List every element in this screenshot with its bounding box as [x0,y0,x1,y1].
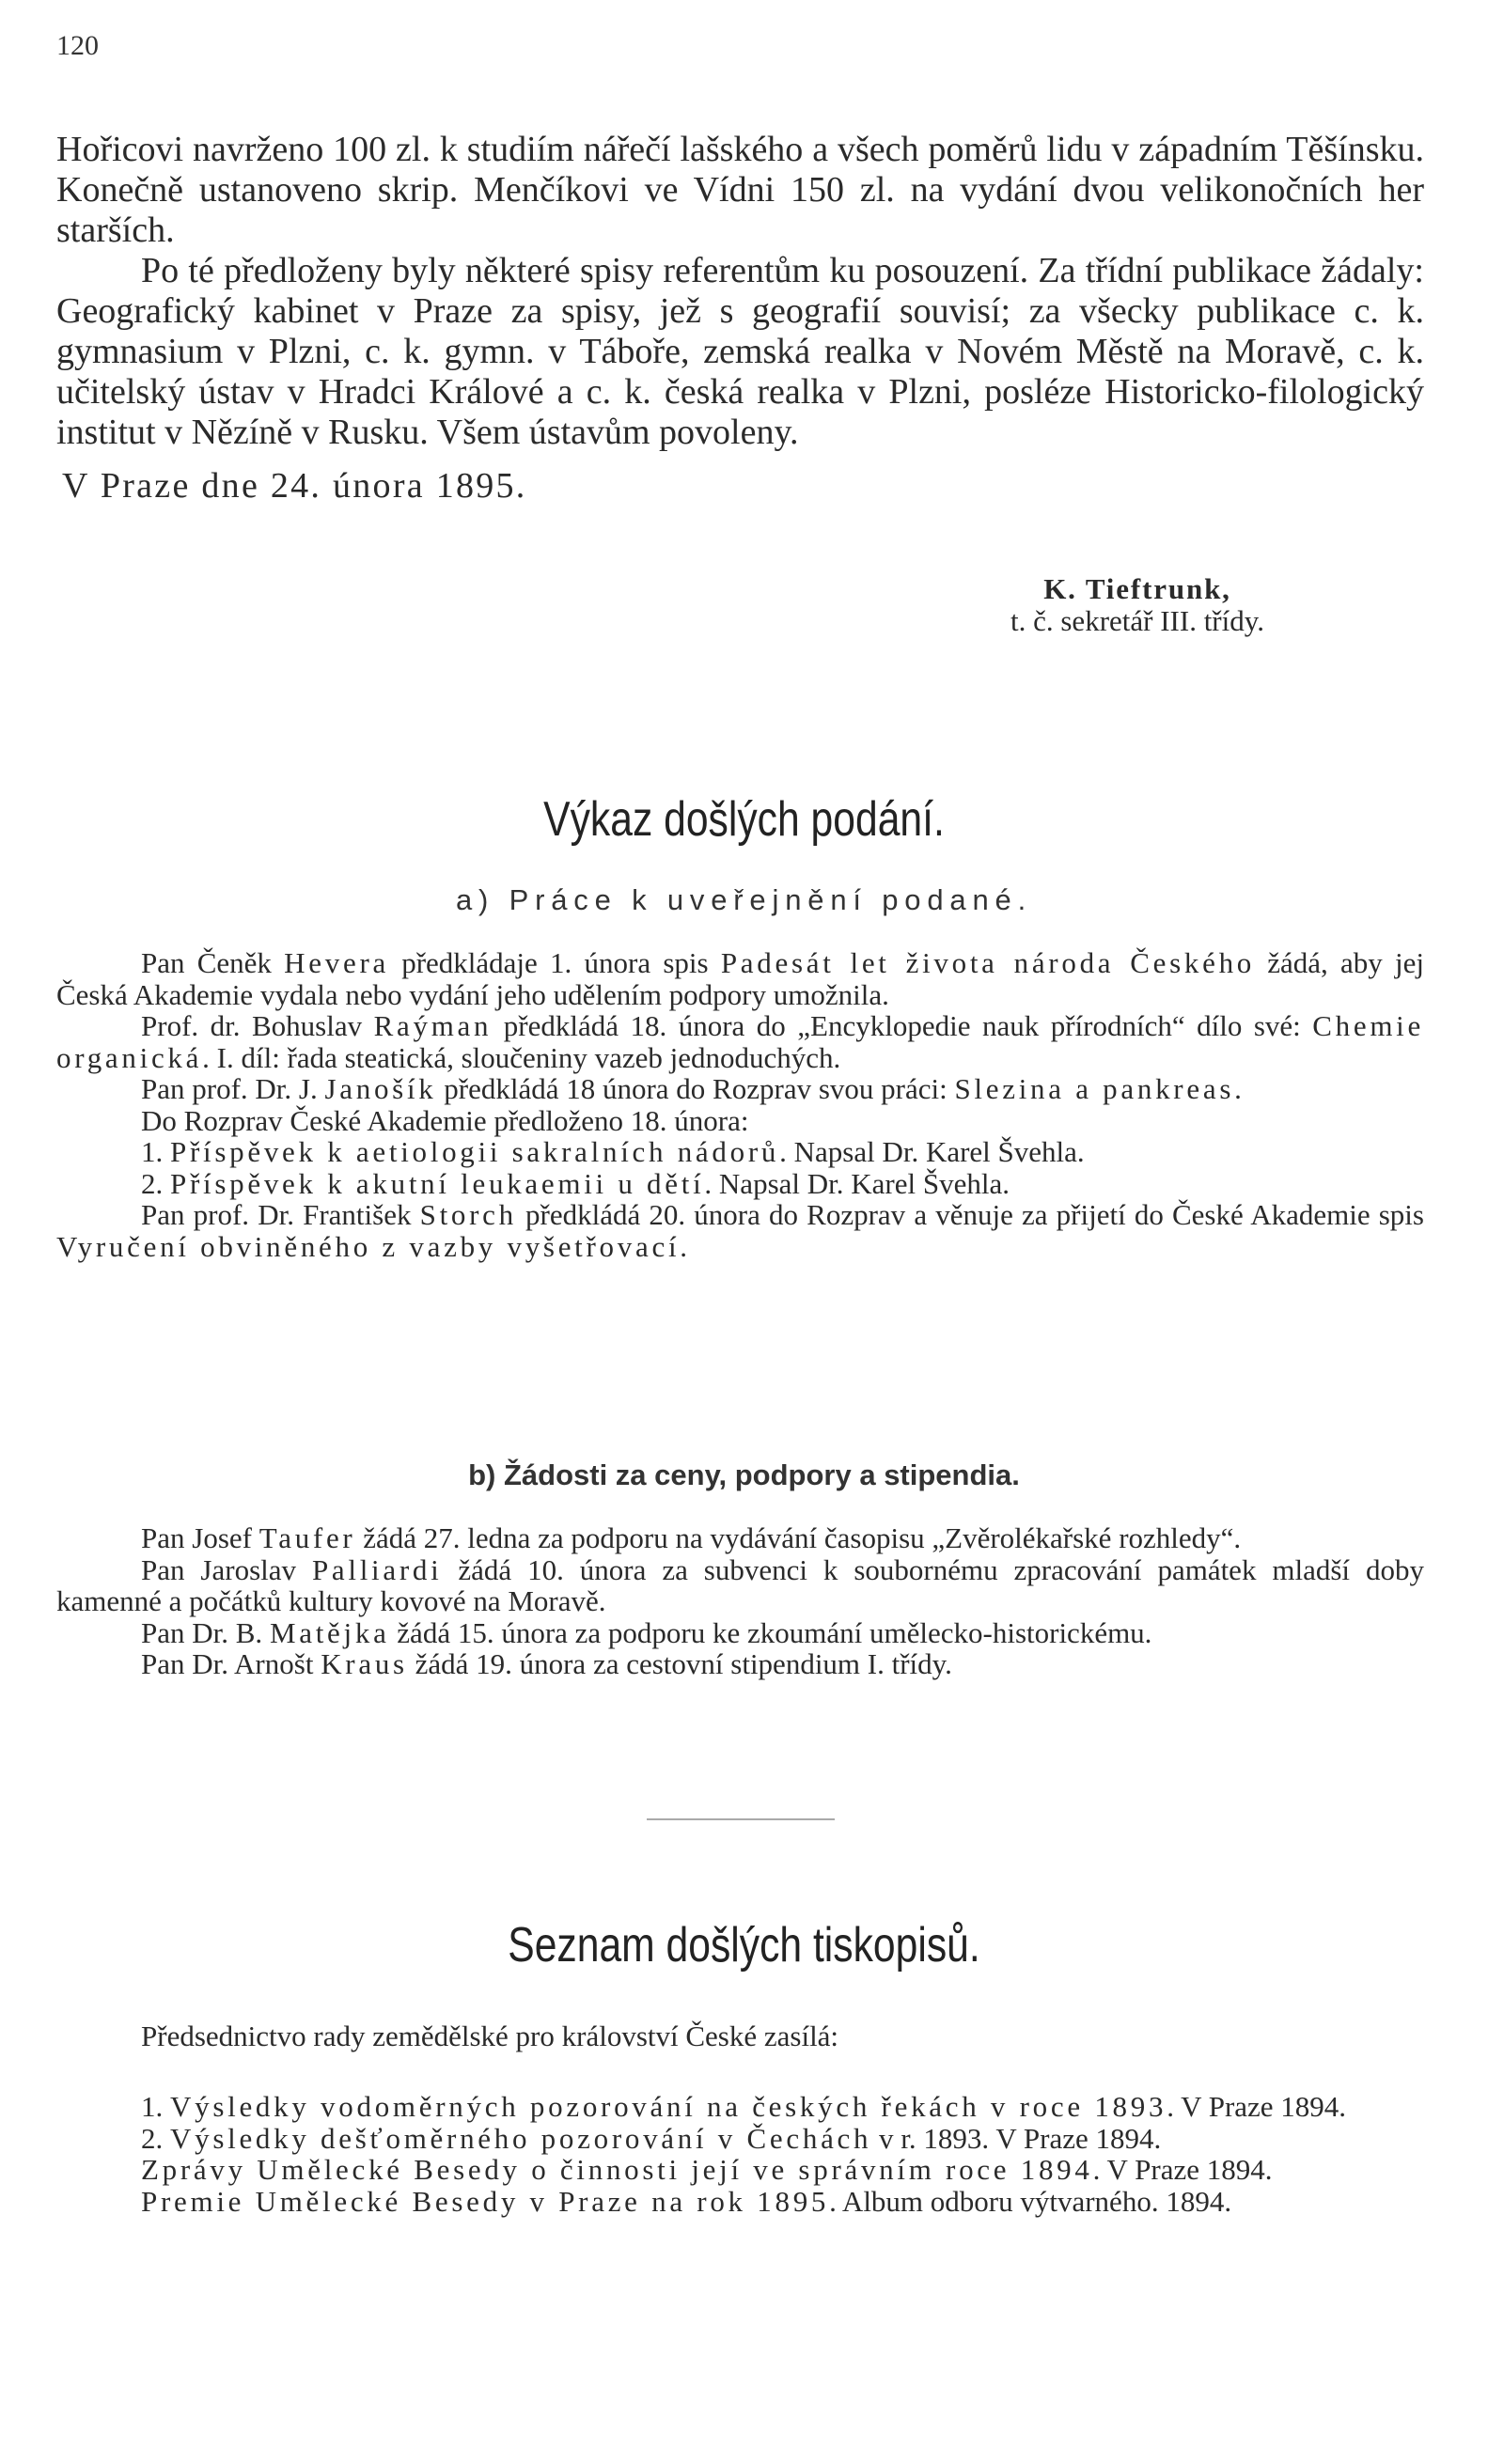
request-matejka: Pan Dr. B. Matějka žádá 15. února za podporu ke zkoumání umělecko-historickému. [141,1615,1152,1649]
author-name: Janošík [324,1072,437,1105]
intro-paragraph-2: Po té předloženy byly některé spisy referentům ku posouzení. Za třídní publikace žádaly: Geografický kabinet v Praze za spisy, jež s geografií souvisí; za všecky publikace c. k. gymnasium v Plzni, c. k. gymn. v Táboře, zemská realka v Novém Městě na Moravě, c. k. učitelský ústav v Hradci Králové a c. k. česká realka v Plzni, posléze Historicko-filologický institut v Nězíně v Rusku. Všem ústavům povoleny. [56,251,1424,452]
author-name: Palliardi [311,1552,443,1586]
requests-block [56,1522,1424,1680]
author-name: Raýman [373,1009,493,1042]
signature-role: t. č. sekretář III. třídy. [1010,604,1264,637]
section-title-vykaz: Výkaz došlých podání. [543,792,945,847]
intro-paragraph-1: Hořicovi navrženo 100 zl. k studiím nářečí lašského a všech poměrů lidu v západním Těšínsku. Konečně ustanoveno skrip. Menčíkovi ve Vídni 150 zl. na vydání dvou velikonočních her starších. [56,130,1424,250]
work-title: Příspěvek k akutní leukaemii u dětí [170,1166,705,1200]
work-title: Vyručení obviněného z vazby vyšetřovací [56,1229,681,1263]
signature-name: K. Tieftrunk, [1043,572,1231,605]
rozpravy-item-1: 1. Příspěvek k aetiologii sakralních nádorů. Napsal Dr. Karel Švehla. [141,1135,1085,1168]
entry-hevera: Pan Čeněk Hevera předkládaje 1. února spis Padesát let života národa Českého žádá, aby jej Česká Akademie vydala nebo vydání jeho udělením podpory umožnila. [56,946,1424,1011]
tiskopis-item-2: 2. Výsledky dešťoměrného pozorování v Čechách v r. 1893. V Praze 1894. [141,2121,1162,2155]
subsection-b-heading: b) Žádosti za ceny, podpory a stipendia. [468,1458,1020,1491]
tiskopis-zpravy: Zprávy Umělecké Besedy o činnosti její ve správním roce 1894. V Praze 1894. [141,2153,1273,2186]
author-name: Hevera [284,946,389,979]
tiskopisy-list [56,2091,1424,2217]
section2-intro: Předsednictvo rady zemědělské pro království České zasílá: [141,2020,839,2052]
section-divider [647,1818,835,1820]
subsection-a-heading: a) Práce k uveřejnění podané. [455,883,1033,916]
author-name: Matějka [269,1615,390,1649]
work-title: Příspěvek k aetiologii sakralních nádorů [170,1135,780,1168]
tiskopis-premie: Premie Umělecké Besedy v Praze na rok 1895. Album odboru výtvarného. 1894. [141,2184,1232,2218]
tiskopis-item-1: 1. Výsledky vodoměrných pozorování na českých řekách v roce 1893. V Praze 1894. [141,2090,1347,2123]
rozpravy-item-2: 2. Příspěvek k akutní leukaemii u dětí. Napsal Dr. Karel Švehla. [141,1166,1010,1200]
page-number: 120 [56,30,99,61]
work-title: Padesát let života národa Českého [720,946,1256,979]
rozpravy-intro: Do Rozprav České Akademie předloženo 18. února: [141,1103,749,1137]
request-taufer: Pan Josef Taufer žádá 27. ledna za podporu na vydávání časopisu „Zvěrolékařské rozhledy“. [141,1521,1242,1554]
entry-storch: Pan prof. Dr. František Storch předkládá 20. února do Rozprav a věnuje za přijetí do České Akademie spis Vyručení obviněného z vazby vyšetřovací. [56,1198,1424,1263]
section-title-seznam: Seznam došlých tiskopisů. [508,1918,980,1973]
request-palliardi: Pan Jaroslav Palliardi žádá 10. února za subvenci k soubornému zpracování památek mladší doby kamenné a počátků kultury kovové na Moravě. [56,1552,1424,1617]
signature-block [940,573,1335,637]
work-title: Chemie organická [56,1009,1424,1074]
entry-rayman: Prof. dr. Bohuslav Raýman předkládá 18. února do „Encyklopedie nauk přírodních“ dílo své: Chemie organická. I. díl: řada steatická, sloučeniny vazeb jednoduchých. [56,1009,1424,1074]
request-kraus: Pan Dr. Arnošt Kraus žádá 19. února za cestovní stipendium I. třídy. [141,1647,952,1680]
work-title: Premie Umělecké Besedy v Praze na rok 1895 [141,2184,830,2218]
author-name: Storch [419,1198,517,1231]
work-title: Výsledky dešťoměrného pozorování v Čechách [170,2121,872,2155]
author-name: Kraus [321,1647,408,1680]
section1-entries [56,947,1424,1262]
author-name: Taufer [258,1521,356,1554]
section2-intro-block [56,2020,1424,2052]
work-title: Slezina a pankreas [954,1072,1235,1105]
work-title: Zprávy Umělecké Besedy o činnosti její ve správním roce 1894 [141,2153,1093,2186]
intro-block [56,130,1424,507]
date-line: V Praze dne 24. února 1895. [62,466,527,506]
entry-janosik: Pan prof. Dr. J. Janošík předkládá 18 února do Rozprav svou práci: Slezina a pankreas. [141,1072,1242,1105]
work-title: Výsledky vodoměrných pozorování na českých řekách v roce 1893 [170,2090,1167,2123]
